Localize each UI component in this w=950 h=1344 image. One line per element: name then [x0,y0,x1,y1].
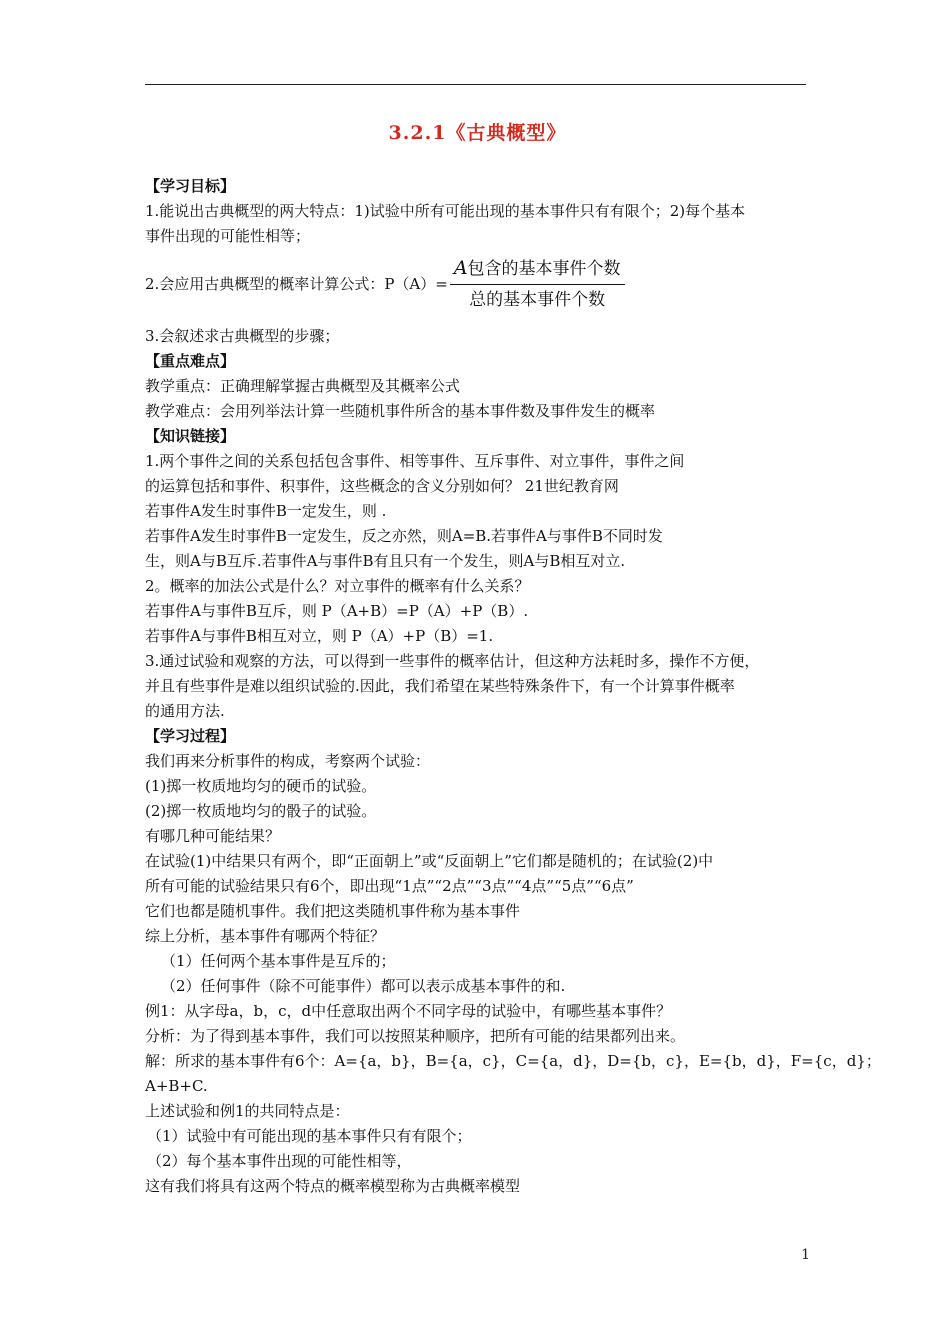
formula-numerator [450,255,625,285]
goal-item-1: 1.能说出古典概型的两大特点：1)试验中所有可能出现的基本事件只有有限个；2)每个基本 [145,202,746,220]
knowledge-line: 生，则A与B互斥.若事件A与事件B有且只有一个发生，则A与B相互对立. [145,552,626,570]
process-line: (2)掷一枚质地均匀的骰子的试验。 [145,802,377,820]
knowledge-line: 2。概率的加法公式是什么？对立事件的概率有什么关系？ [145,577,530,595]
header-rule [145,84,806,85]
section-heading-key-points: 【重点难点】 [145,352,236,370]
knowledge-line: 若事件A与事件B相互对立，则 P（A）+P（B）=1. [145,627,494,645]
knowledge-item-3-cont: 并且有些事件是难以组织试验的.因此，我们希望在某些特殊条件下，有一个计算事件概率 [145,677,735,695]
knowledge-item-3: 3.通过试验和观察的方法，可以得到一些事件的概率估计，但这种方法耗时多，操作不方便， [145,652,760,670]
formula-variable: A [453,257,468,279]
section-heading-knowledge-link: 【知识链接】 [145,427,236,445]
formula-denominator: 总的基本事件个数 [469,290,606,310]
process-line: (1)掷一枚质地均匀的硬币的试验。 [145,777,377,795]
example-line: A+B+C. [145,1077,208,1095]
probability-formula [450,255,625,314]
page-number: 1 [801,1247,810,1263]
knowledge-line: 若事件A发生时事件B一定发生，则 . [145,502,387,520]
process-line: 有哪几种可能结果？ [145,827,281,845]
goal-item-1-cont: 事件出现的可能性相等； [145,227,311,245]
document-page [145,120,881,1199]
section-heading-goals: 【学习目标】 [145,177,236,195]
example-line: 上述试验和例1的共同特点是： [145,1102,350,1120]
knowledge-line: 的运算包括和事件、积事件，这些概念的含义分别如何？ 21世纪教育网 [145,477,619,495]
process-line: 所有可能的试验结果只有6个，即出现“1点”“2点”“3点”“4点”“5点”“6点” [145,877,634,895]
common-feature-1: （1）试验中有可能出现的基本事件只有有限个； [147,1127,472,1145]
teaching-difficulty: 教学难点：会用列举法计算一些随机事件所含的基本事件数及事件发生的概率 [145,402,656,420]
goal-item-3: 3.会叙述求古典概型的步骤； [145,327,340,345]
example-line: 例1：从字母a，b，c，d中任意取出两个不同字母的试验中，有哪些基本事件？ [145,1002,672,1020]
section-heading-process: 【学习过程】 [145,727,236,745]
knowledge-line: 若事件A发生时事件B一定发生，反之亦然，则A=B.若事件A与事件B不同时发 [145,527,663,545]
process-line: 综上分析，基本事件有哪两个特征？ [145,927,386,945]
example-line: 解：所求的基本事件有6个：A={a，b}，B={a，c}，C={a，d}，D={b，c}，E={b，d}，F={c，d}； [145,1052,881,1070]
common-feature-2: （2）每个基本事件出现的可能性相等， [147,1152,412,1170]
document-title: 3.2.1《古典概型》 [388,122,567,144]
process-line: 在试验(1)中结果只有两个，即“正面朝上”或“反面朝上”它们都是随机的；在试验(2)中 [145,852,714,870]
formula-numerator-text: 包含的基本事件个数 [467,259,621,279]
process-line: 我们再来分析事件的构成，考察两个试验： [145,752,431,770]
knowledge-item-3-end: 的通用方法. [145,702,225,720]
goal-item-2 [145,255,810,314]
process-line: 它们也都是随机事件。我们把这类随机事件称为基本事件 [145,902,521,920]
conclusion-line: 这有我们将具有这两个特点的概率模型称为古典概率模型 [145,1177,521,1195]
basic-event-feature-2: （2）任何事件（除不可能事件）都可以表示成基本事件的和. [161,977,566,995]
basic-event-feature-1: （1）任何两个基本事件是互斥的； [161,952,396,970]
teaching-focus: 教学重点：正确理解掌握古典概型及其概率公式 [145,377,461,395]
knowledge-line: 1.两个事件之间的关系包括包含事件、相等事件、互斥事件、对立事件，事件之间 [145,452,685,470]
goal-item-2-text: 2.会应用古典概型的概率计算公式：P（A）= [145,275,448,293]
example-line: 分析：为了得到基本事件，我们可以按照某种顺序，把所有可能的结果都列出来。 [145,1027,686,1045]
knowledge-line: 若事件A与事件B互斥，则 P（A+B）=P（A）+P（B）. [145,602,529,620]
